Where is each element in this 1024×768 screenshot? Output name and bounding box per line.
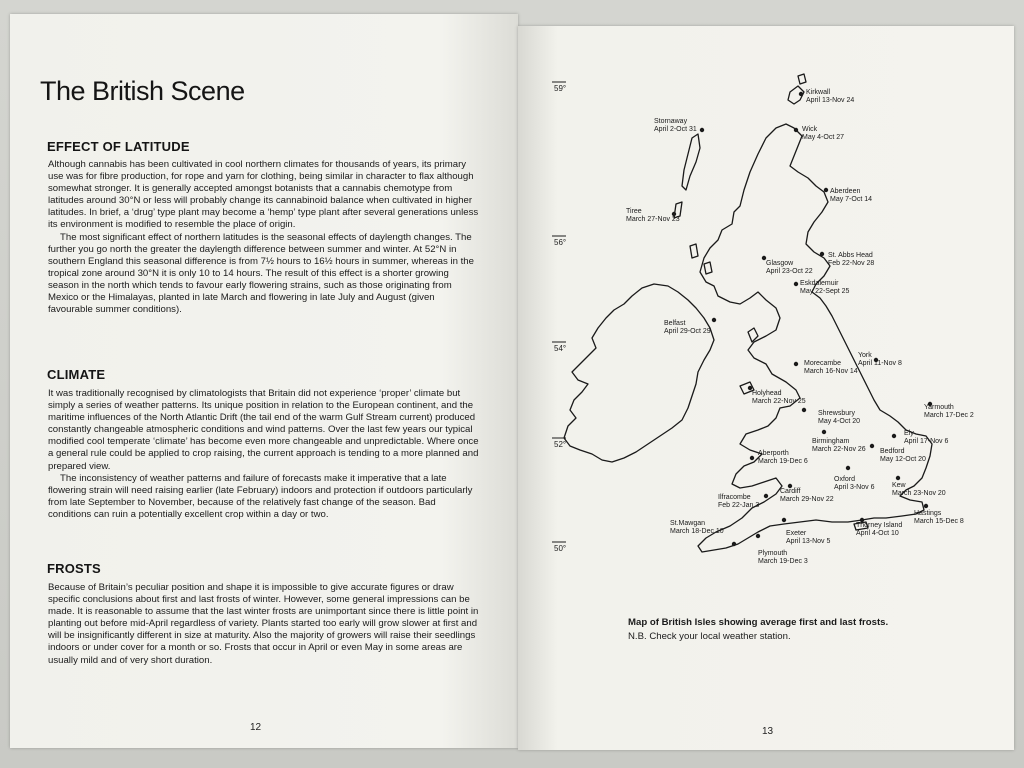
right-page [518, 26, 1014, 750]
place-label-eskdalemuir: Eskdalemuir May 22-Sept 25 [800, 280, 850, 296]
lat-label: 50° [554, 544, 567, 553]
station-dot-eskdalemuir [794, 282, 798, 286]
place-label-glasgow: Glasgow April 23-Oct 22 [766, 260, 813, 276]
heading-frosts: FROSTS [47, 561, 101, 576]
station-dot-morecambe [794, 362, 798, 366]
isle-of-man-outline [748, 328, 758, 342]
place-label-st-mawgan: St.Mawgan March 18-Dec 10 [670, 520, 724, 536]
page-number: 12 [250, 722, 262, 733]
paragraph: Although cannabis has been cultivated in cool northern climates for thousands of years, its primary use was for fibre production, for rope and yarn for clothing, being similar in character to flax although somewhat stronger. It is generally accepted amongst botanists that a cannabis chemotype from latitudes around 30°N or less will probably change its cannabinoid balance when cultivated in higher latitudes. In brief, a ‘drug’ type plant may become a ‘hemp’ type plant after several generations unless its environment is modified to resemble the place of origin. [48, 159, 479, 231]
station-dot-wick [794, 128, 798, 132]
ireland-outline [564, 284, 714, 462]
station-dot-ilfracombe [764, 494, 768, 498]
station-dot-hastings [924, 504, 928, 508]
paragraph: It was traditionally recognised by climatologists that Britain did not experience ‘proper’ climate but simply a series of weather patterns. Its unique position in relation to the European continent, and the maritime influences of the North Atlantic Drift (the tail end of the warm Gulf Stream current) produced constantly changeable atmospheric conditions and wind patterns. Over the last few years our typical modified cool temperate ‘climate’ has become even more changeable and unpredictable. Where once a general rule could be applied to crop raising, the current approach is tending to a more planned and prepared view. [48, 388, 479, 472]
paragraph: Because of Britain’s peculiar position and shape it is impossible to give accurate figures or draw specific conclusions about first and last frosts of winter. However, some general impressions can be made. It is reasonable to assume that the last winter frosts are unimportant since there is little point in planting out before mid-April regardless of variety. Plants started too early will grow slower at first and will be insignificantly different in size at maturity. Also the majority of growers will raise their seedlings indoors or under cover for a month or so. Frosts that occur in April or even May in some areas are usually mild and of very short duration. [48, 582, 479, 666]
lat-label: 54° [554, 344, 567, 353]
heading-effect-of-latitude: EFFECT OF LATITUDE [47, 139, 190, 154]
place-label-thorney-island: Thorney Island April 4-Oct 10 [856, 522, 903, 538]
place-label-exeter: Exeter April 13-Nov 5 [786, 530, 831, 546]
place-label-ilfracombe: Ilfracombe Feb 22-Jan 3 [718, 494, 760, 510]
heading-climate: CLIMATE [47, 367, 106, 382]
place-label-st-abbs-head: St. Abbs Head Feb 22-Nov 28 [828, 252, 875, 268]
place-label-morecambe: Morecambe March 16-Nov 14 [804, 360, 858, 376]
place-label-aberdeen: Aberdeen May 7-Oct 14 [830, 188, 873, 204]
place-label-kirkwall: Kirkwall April 13-Nov 24 [806, 89, 855, 105]
map-caption [628, 616, 888, 644]
place-label-ely: Ely April 17-Nov 6 [904, 430, 949, 446]
station-dot-shrewsbury [802, 408, 806, 412]
paragraph: The most significant effect of northern latitudes is the seasonal effects of daylength changes. The further you go north the greater the daylength difference between summer and winter. At 52°N in southern England this seasonal difference is from 7½ hours to 16½ hours in summer, whereas in the tropical zone around 30°N it is only 10 to 14 hours. The result of this effect is a shorter growing season in the north which tends to favour early flowering strains, such as those originating from Mexico or the Himalayas, planted in late March and flowering in late July and August (given favourable summer conditions). [48, 231, 474, 316]
station-dot-aberdeen [824, 188, 828, 192]
station-dot-st-abbs-head [820, 252, 824, 256]
hebrides-outline [682, 134, 700, 190]
station-dot-st-mawgan [732, 542, 736, 546]
place-label-birmingham: Birmingham March 22-Nov 26 [812, 438, 866, 454]
place-label-stornaway: Stornaway April 2-Oct 31 [654, 118, 697, 134]
caption-title: Map of British Isles showing average first and last frosts. [628, 617, 889, 628]
caption-note: N.B. Check your local weather station. [628, 631, 791, 642]
station-dot-aberporth [750, 456, 754, 460]
place-label-oxford: Oxford April 3-Nov 6 [834, 476, 875, 492]
page-title: The British Scene [40, 76, 245, 106]
place-label-cardiff: Cardiff March 29-Nov 22 [780, 488, 834, 504]
latitude-text [48, 159, 480, 316]
lat-label: 56° [554, 238, 567, 247]
place-label-kew: Kew March 23-Nov 20 [892, 482, 946, 498]
left-page [10, 14, 518, 748]
place-label-plymouth: Plymouth March 19-Dec 3 [758, 550, 808, 566]
place-label-yarmouth: Yarmouth March 17-Dec 2 [924, 404, 974, 420]
station-dot-birmingham [822, 430, 826, 434]
frosts-text [48, 582, 480, 667]
place-label-wick: Wick May 4-Oct 27 [802, 126, 845, 142]
climate-text [48, 388, 480, 521]
station-dot-kirkwall [799, 92, 803, 96]
hebrides-outline [690, 244, 698, 258]
station-dot-plymouth [756, 534, 760, 538]
page-number: 13 [762, 726, 774, 737]
place-label-hastings: Hastings March 15-Dec 8 [914, 510, 964, 526]
station-dot-exeter [782, 518, 786, 522]
station-dot-stornaway [700, 128, 704, 132]
place-label-holyhead: Holyhead March 22-Nov 25 [752, 390, 806, 406]
paragraph: The inconsistency of weather patterns and failure of forecasts make it imperative that a late flowering strain will need raising earlier (late February) indoors and protection if outdoors particularly from late September to November, because of the relatively fast change of the season. Bad conditions can ruin a potentially excellent crop within a day or two. [48, 472, 473, 520]
station-dot-kew [896, 476, 900, 480]
place-label-shrewsbury: Shrewsbury May 4-Oct 20 [818, 410, 861, 426]
hebrides-outline [704, 262, 712, 274]
place-label-york: York April 11-Nov 8 [858, 352, 902, 368]
place-label-tiree: Tiree March 27-Nov 23 [626, 208, 680, 224]
orkney-outline [798, 74, 806, 84]
station-dot-belfast [712, 318, 716, 322]
place-label-bedford: Bedford May 12-Oct 20 [880, 448, 926, 464]
place-label-belfast: Belfast April 29-Oct 29 [664, 320, 711, 336]
place-label-aberporth: Aberporth March 19-Dec 6 [758, 450, 808, 466]
lat-label: 59° [554, 84, 567, 93]
station-dot-ely [892, 434, 896, 438]
lat-label: 52° [554, 440, 567, 449]
station-dot-bedford [870, 444, 874, 448]
station-dot-oxford [846, 466, 850, 470]
